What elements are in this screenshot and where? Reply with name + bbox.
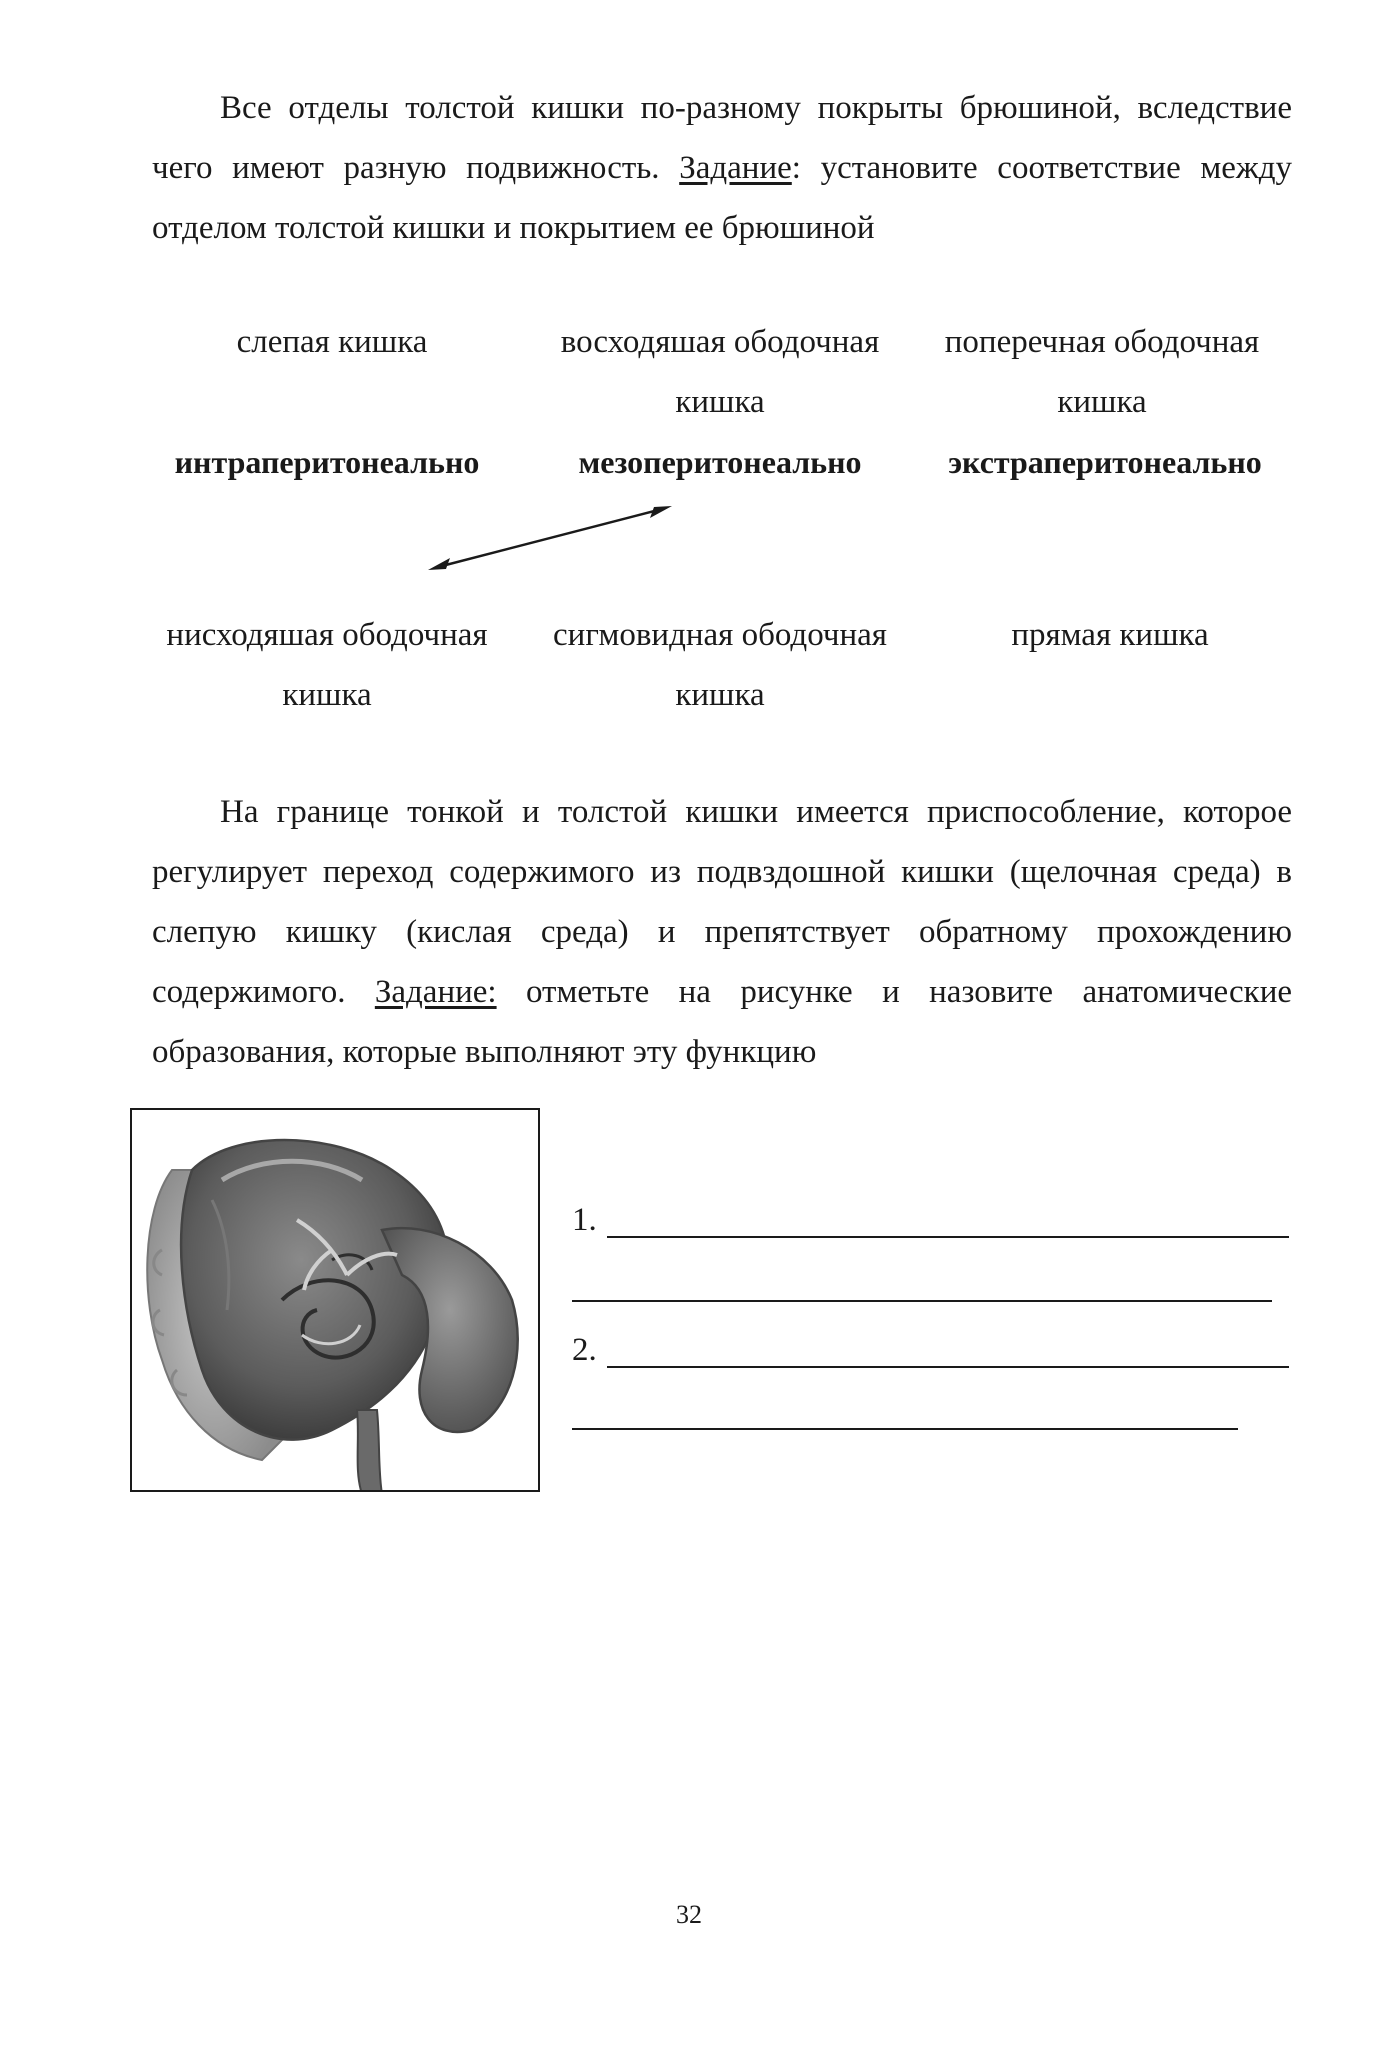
section-sigmoid-colon: сигмовидная ободочная кишка [553, 617, 887, 713]
task1-label: Задание [679, 150, 792, 186]
section-cecum: слепая кишка [236, 324, 428, 360]
task1-text-before: Все отделы толстой кишки по-разному покрыты брюшиной, вследствие чего имеют разную подвижность. [152, 90, 1292, 186]
answer-label-2: 2. [572, 1332, 597, 1368]
answer-line-2a[interactable] [607, 1366, 1289, 1368]
section-rectum: прямая кишка [1011, 617, 1209, 653]
task2-text-before: На границе тонкой и толстой кишки имеется приспособление, которое регулирует переход содержимого из подвздошной кишки (щелочная среда) в слепую кишку (кислая среда) и препятствует обратному прохождению содержимого. [152, 794, 1292, 1010]
page-number: 32 [676, 1900, 702, 1929]
task2-paragraph [152, 782, 1292, 1082]
task1-paragraph [152, 78, 1292, 258]
answer-line-1a[interactable] [607, 1236, 1289, 1238]
arrow-head-left [428, 558, 450, 570]
arrow-head-right [650, 506, 672, 518]
covering-intraperitoneal: интраперитонеально [174, 444, 480, 480]
section-transverse-colon: поперечная ободочная кишка [944, 324, 1260, 420]
double-arrow [420, 495, 680, 585]
cecum-illustration-icon [132, 1110, 540, 1492]
task1-text-after: : установите соответствие между отделом толстой кишки и покрытием ее брюшиной [152, 150, 1292, 246]
section-descending-colon: нисходяшая ободочная кишка [166, 617, 488, 713]
answer-line-2b[interactable] [572, 1428, 1238, 1430]
cecum-figure [130, 1108, 540, 1492]
task2-text-after: отметьте на рисунке и назовите анатомические образования, которые выполняют эту функцию [152, 974, 1292, 1070]
arrow-shaft [438, 509, 662, 567]
task2-label: Задание: [374, 974, 497, 1010]
section-ascending-colon: восходяшая ободочная кишка [560, 324, 880, 420]
answer-label-1: 1. [572, 1202, 597, 1238]
covering-mesoperitoneal: мезоперитонеально [578, 444, 862, 480]
covering-extraperitoneal: экстраперитонеально [948, 444, 1262, 480]
answer-line-1b[interactable] [572, 1300, 1272, 1302]
